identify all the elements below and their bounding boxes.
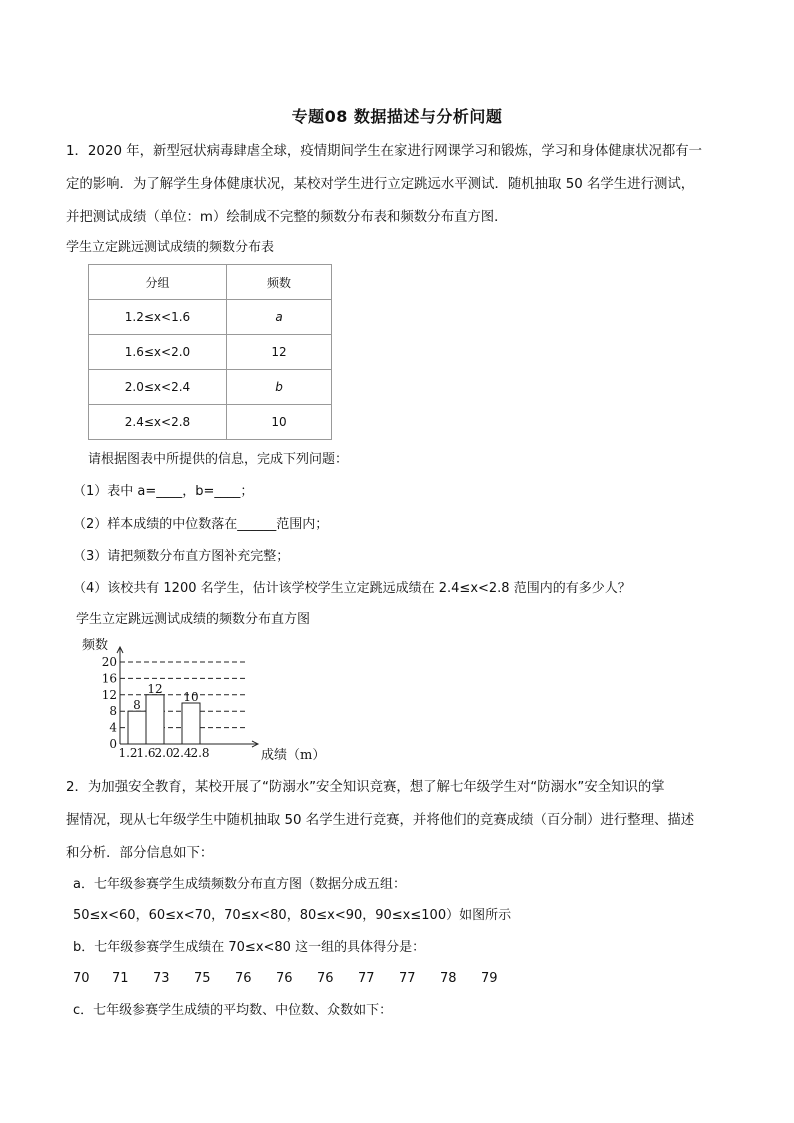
x-tick-label: 2.0 xyxy=(154,746,174,760)
score-value: 76 xyxy=(317,971,334,986)
bar-data-label: 12 xyxy=(147,681,163,696)
y-tick-label: 0 xyxy=(109,737,117,751)
table-row xyxy=(89,370,332,405)
score-value: 78 xyxy=(440,971,457,986)
bar-data-label: 10 xyxy=(183,690,199,704)
x-axis-label: 成绩（m） xyxy=(261,748,326,763)
q1-sub4: （4）该校共有 1200 名学生，估计该学校学生立定跳远成绩在 2.4≤x<2.8 范围内的有多少人？ xyxy=(73,581,631,596)
q2-line1: 2．为加强安全教育，某校开展了“防溺水”安全知识竞赛，想了解七年级学生对“防溺水”安全知识的掌 xyxy=(66,780,665,795)
q2-scores xyxy=(73,970,522,988)
histogram-bar xyxy=(128,711,146,744)
score-value: 71 xyxy=(112,971,129,986)
frequency-table xyxy=(88,264,332,440)
q1-intro-line1: 1．2020 年，新型冠状病毒肆虐全球，疫情期间学生在家进行网课学习和锻炼，学习和身体健康状况都有一 xyxy=(66,144,703,159)
q2-line2: 握情况，现从七年级学生中随机抽取 50 名学生进行竞赛，并将他们的竞赛成绩（百分制）进行整理、描述 xyxy=(66,813,695,828)
page-title: 专题08 数据描述与分析问题 xyxy=(291,107,503,126)
score-value: 77 xyxy=(399,971,416,986)
y-tick-label: 12 xyxy=(101,687,117,702)
q2-item-a-groups: 50≤x<60，60≤x<70，70≤x<80，80≤x<90，90≤x≤100）如图所示 xyxy=(73,908,512,923)
bar-data-label: 8 xyxy=(133,698,141,713)
score-value: 73 xyxy=(153,971,170,986)
x-tick-label: 2.8 xyxy=(190,746,210,760)
q1-instruction: 请根据图表中所提供的信息，完成下列问题： xyxy=(88,452,349,467)
table-cell-count: b xyxy=(227,370,332,405)
score-value: 76 xyxy=(276,971,293,986)
table-cell-group: 2.0≤x<2.4 xyxy=(89,370,227,405)
table-header-cell: 分组 xyxy=(89,265,227,300)
y-tick-label: 20 xyxy=(101,655,117,669)
q2-item-c: c．七年级参赛学生成绩的平均数、中位数、众数如下： xyxy=(73,1003,393,1018)
score-value: 79 xyxy=(481,971,498,986)
table-caption: 学生立定跳远测试成绩的频数分布表 xyxy=(66,240,275,255)
q2-item-b: b．七年级参赛学生成绩在 70≤x<80 这一组的具体得分是： xyxy=(73,940,426,955)
q1-intro-line3: 并把测试成绩（单位：m）绘制成不完整的频数分布表和频数分布直方图． xyxy=(66,210,508,225)
q2-item-a: a．七年级参赛学生成绩频数分布直方图（数据分成五组： xyxy=(73,877,406,892)
chart-caption: 学生立定跳远测试成绩的频数分布直方图 xyxy=(76,612,311,627)
q1-sub2: （2）样本成绩的中位数落在______范围内； xyxy=(73,517,329,532)
table-cell-count: 12 xyxy=(227,335,332,370)
histogram-bar xyxy=(182,703,200,744)
histogram-bar xyxy=(146,695,164,744)
y-tick-label: 8 xyxy=(109,704,117,719)
table-row xyxy=(89,405,332,440)
q2-line3: 和分析．部分信息如下： xyxy=(66,846,214,861)
y-tick-label: 4 xyxy=(109,720,117,735)
score-value: 77 xyxy=(358,971,375,986)
q1-intro-line2: 定的影响．为了解学生身体健康状况，某校对学生进行立定跳远水平测试．随机抽取 50 名学生进行测试， xyxy=(66,177,695,192)
table-cell-group: 2.4≤x<2.8 xyxy=(89,405,227,440)
table-cell-count: a xyxy=(227,300,332,335)
table-row xyxy=(89,335,332,370)
x-tick-label: 2.4 xyxy=(172,746,192,760)
table-header-cell: 频数 xyxy=(227,265,332,300)
y-axis-label: 频数 xyxy=(82,638,109,653)
x-tick-label: 1.6 xyxy=(136,746,156,760)
table-cell-group: 1.6≤x<2.0 xyxy=(89,335,227,370)
x-tick-label: 1.2 xyxy=(118,746,138,760)
score-value: 76 xyxy=(235,971,252,986)
table-header-row xyxy=(89,265,332,300)
histogram-chart xyxy=(70,630,340,766)
score-value: 75 xyxy=(194,971,211,986)
y-tick-label: 16 xyxy=(101,671,117,686)
q1-sub3: （3）请把频数分布直方图补充完整； xyxy=(73,549,290,564)
q1-sub1: （1）表中 a=____，b=____； xyxy=(73,484,254,499)
score-value: 70 xyxy=(73,971,90,986)
table-row xyxy=(89,300,332,335)
table-cell-count: 10 xyxy=(227,405,332,440)
table-cell-group: 1.2≤x<1.6 xyxy=(89,300,227,335)
